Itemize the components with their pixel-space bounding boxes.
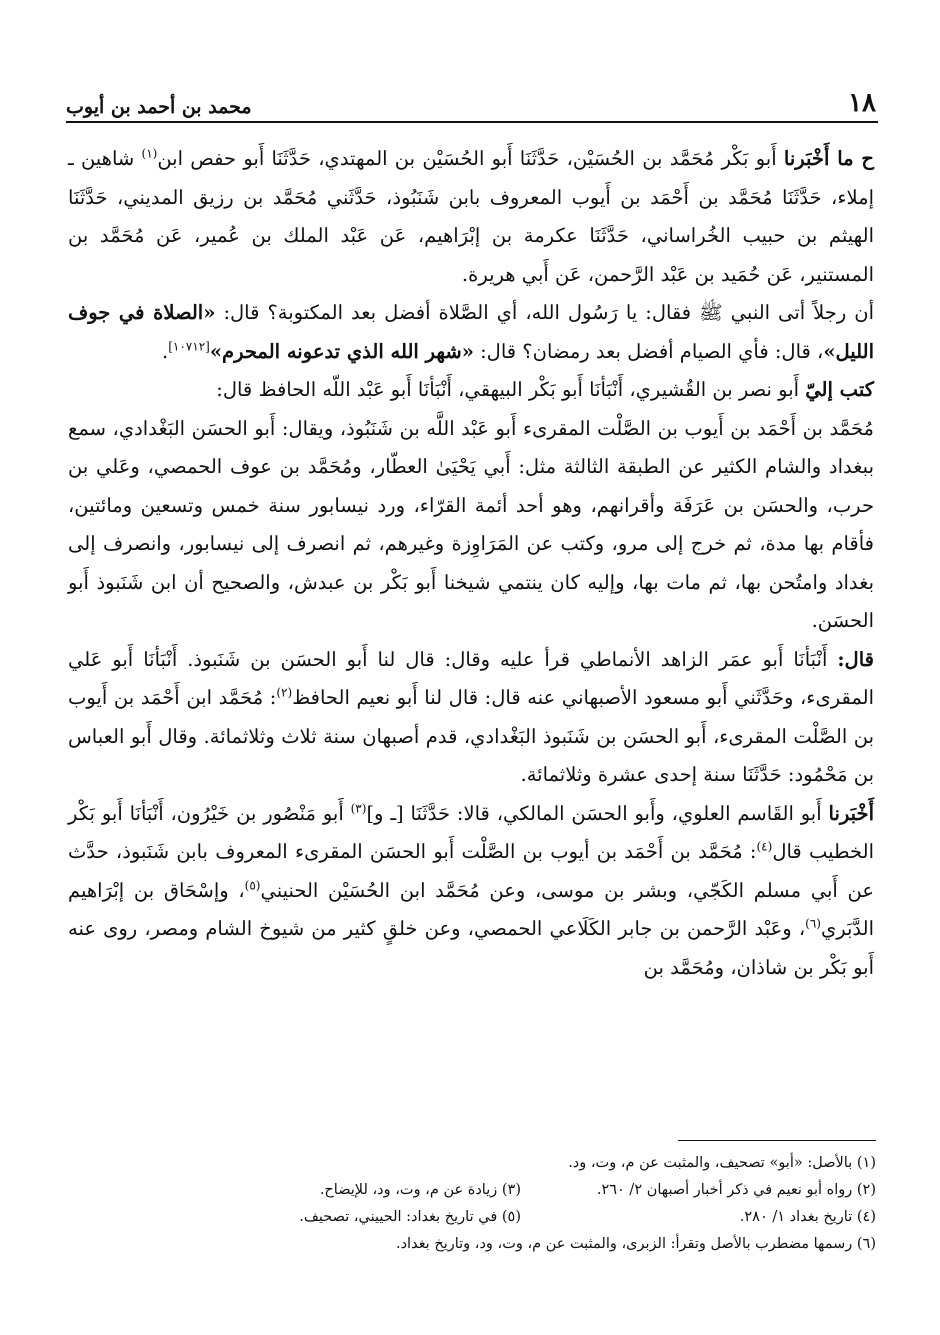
- text-span: شاهين ـ إملاء، حَدَّثَنَا مُحَمَّد بن أَحْمَد بن أَيوب المعروف بابن شَنَبُوذ، حَدَّثَني مُحَمَّد بن رزيق المديني، حَدَّثَنَا الهيثم بن حبيب الخُراساني، حَدَّثَنَا عكرمة بن إبْرَاهيم، عَن عَبْد الملك بن عُمير، عَن مُحَمَّد بن المستنير، عَن حُمَيد بن عَبْد الرَّحمن، عَن أَبي هريرة.: [68, 147, 874, 286]
- isnad-lead: كتب إليّ: [805, 378, 874, 401]
- text-span: : مُحَمَّد ابن أَحْمَد بن أَيوب بن الصَّلْت المقرىء، أَبو الحسَن بن شَنَبوذ البَغْدادي، قدم أصبهان سنة ثلاث وثلاثمائة. وقال أَبو العباس بن مَحْمُود: حَدَّثَنَا سنة إحدى عشرة وثلاثمائة.: [68, 686, 874, 786]
- text-span: ، وإسْحَاق بن إبْرَاهيم الدَّبَري: [68, 878, 874, 940]
- hadith-number: [١٠٧١٢]: [168, 339, 210, 353]
- isnad-lead: قال:: [837, 647, 874, 671]
- footnote-rule: [678, 1140, 876, 1141]
- text-span: أَنْبَأنَا أَبو عمَر الزاهد الأنماطي قرأ عليه وقال: قال لنا أَبو الحسَن بن شَنَبوذ. أَنْبَأنَا أَبو عَلي المقرىء، وحَدَّثَني أَبو مسعود الأصبهاني عنه قال: قال لنا أَبو نعيم الحافظ: [68, 647, 874, 709]
- isnad-lead: أَخْبَرنا: [828, 801, 874, 825]
- footnote-6: (٦) رسمها مضطرب بالأصل وتقرأ: الزبرى، والمثبت عن م، وت، ود، وتاريخ بغداد.: [395, 1236, 876, 1252]
- paragraph-6: [68, 795, 874, 988]
- text-span: : مُحَمَّد بن أَحْمَد بن أيوب بن الصَّلْت أَبو الحسَن المقرىء المعروف بابن شَنَبوذ، حدَّث عن أَبي مسلم الكَجّي، وبشر بن موسى، وعن مُحَمَّد ابن الحُسَيْن الحنيني: [68, 840, 874, 902]
- footnote-row: [150, 1177, 876, 1204]
- text-span: أَبو القَاسم العلوي، وأَبو الحسَن المالكي، قالا: حَدَّثَنَا [ـ و]: [366, 801, 829, 825]
- text-span: ، وعَبْد الرَّحمن بن جابر الكَلَاعي الحمصي، وعن خلقٍ كثير من شيوخ الشام ومصر، روى عنه أَبو بَكْر بن شاذان، ومُحَمَّد بن: [68, 917, 874, 979]
- footnote-row: [150, 1231, 876, 1258]
- footnote-2: (٢) رواه أبو نعيم في ذكر أخبار أصبهان ٢/ ٢٦٠.: [596, 1182, 876, 1198]
- text-span: أَبو نصر بن القُشيري، أَنْبَأنَا أَبو بَكْر البيهقي، أَنْبَأنَا أَبو عَبْد اللّه الحافظ قال:: [216, 378, 806, 401]
- footnote-4: (٤) تاريخ بغداد ١/ ٢٨٠.: [739, 1209, 876, 1225]
- isnad-lead: ح ما أَخْبَرنا: [783, 147, 875, 170]
- footnotes: [150, 1150, 876, 1258]
- text-span: .: [162, 339, 169, 363]
- text-span: ، قال: فأي الصيام أفضل بعد رمضان؟ قال:: [480, 339, 824, 363]
- paragraph-2: [68, 294, 874, 371]
- footnote-ref-1: (١): [141, 146, 158, 161]
- paragraph-3: [68, 371, 874, 410]
- text-span: أن رجلاً أتى النبي ﷺ فقال: يا رَسُول الله، أي الصَّلاة أفضل بعد المكتوبة؟ قال:: [223, 301, 875, 324]
- footnote-ref-2: (٢): [276, 685, 293, 700]
- footnote-row: [150, 1204, 876, 1231]
- paragraph-5: [68, 641, 874, 795]
- footnote-5: (٥) في تاريخ بغداد: الحييني، تصحيف.: [299, 1209, 521, 1225]
- footnote-ref-4: (٤): [756, 839, 773, 854]
- page-header: [66, 78, 876, 118]
- page-number: ١٨: [848, 88, 876, 118]
- header-rule: [66, 121, 878, 123]
- footnote-ref-6: (٦): [805, 916, 821, 931]
- text-span: أَبو بَكْر مُحَمَّد بن الحُسَيْن، حَدَّثَنَا أَبو الحُسَيْن بن المهتدي، حَدَّثَنَا أَبو حفص ابن: [157, 147, 784, 170]
- footnote-1: (١) بالأصل: «أبو» تصحيف، والمثبت عن م، وت، ود.: [568, 1155, 876, 1171]
- body-text: [68, 140, 874, 987]
- footnote-row: [150, 1150, 876, 1177]
- text-span: أَبو مَنْصُور بن خَيْرُون، أَنْبَأنَا أَبو بَكْر الخطيب قال: [68, 801, 874, 863]
- hadith-quote-2: «شهر الله الذي تدعونه المحرم»: [209, 339, 474, 363]
- footnote-ref-5: (٥): [244, 878, 261, 892]
- running-head: محمد بن أحمد بن أيوب: [66, 96, 252, 118]
- hadith-quote-1: «الصلاة في جوف الليل»: [68, 301, 874, 363]
- paragraph-4: مُحَمَّد بن أَحْمَد بن أَيوب بن الصَّلْت المقرىء أَبو عَبْد اللَّه بن شَنَبُوذ، ويقال: أَبو الحسَن البَغْدادي، سمع ببغداد والشام الكثير عن الطبقة الثالثة مثل: أَبي يَحْيَىٰ العطّار، ومُحَمَّد بن عوف الحمصي، وعَلي بن حرب، والحسَن بن عَرَفَة وأقرانهم، وهو أحد أئمة القرّاء، ورد نيسابور سنة خمس وتسعين ومائتين، فأقام بها مدة، ثم خرج إلى مرو، وكتب عن المَرَاوِزة وغيرهم، ثم انصرف إلى نيسابور، وانصرف إلى بغداد وامتُحن بها، ثم مات بها، وإليه كان ينتمي شيخنا أَبو بَكْر بن عبدش، والصحيح أن ابن شَنَبوذ أَبو الحسَن.: [68, 416, 874, 632]
- paragraph-1: [68, 140, 874, 294]
- footnote-3: (٣) زيادة عن م، وت، ود، للإيضاح.: [319, 1182, 521, 1198]
- footnote-ref-3: (٣): [350, 801, 367, 815]
